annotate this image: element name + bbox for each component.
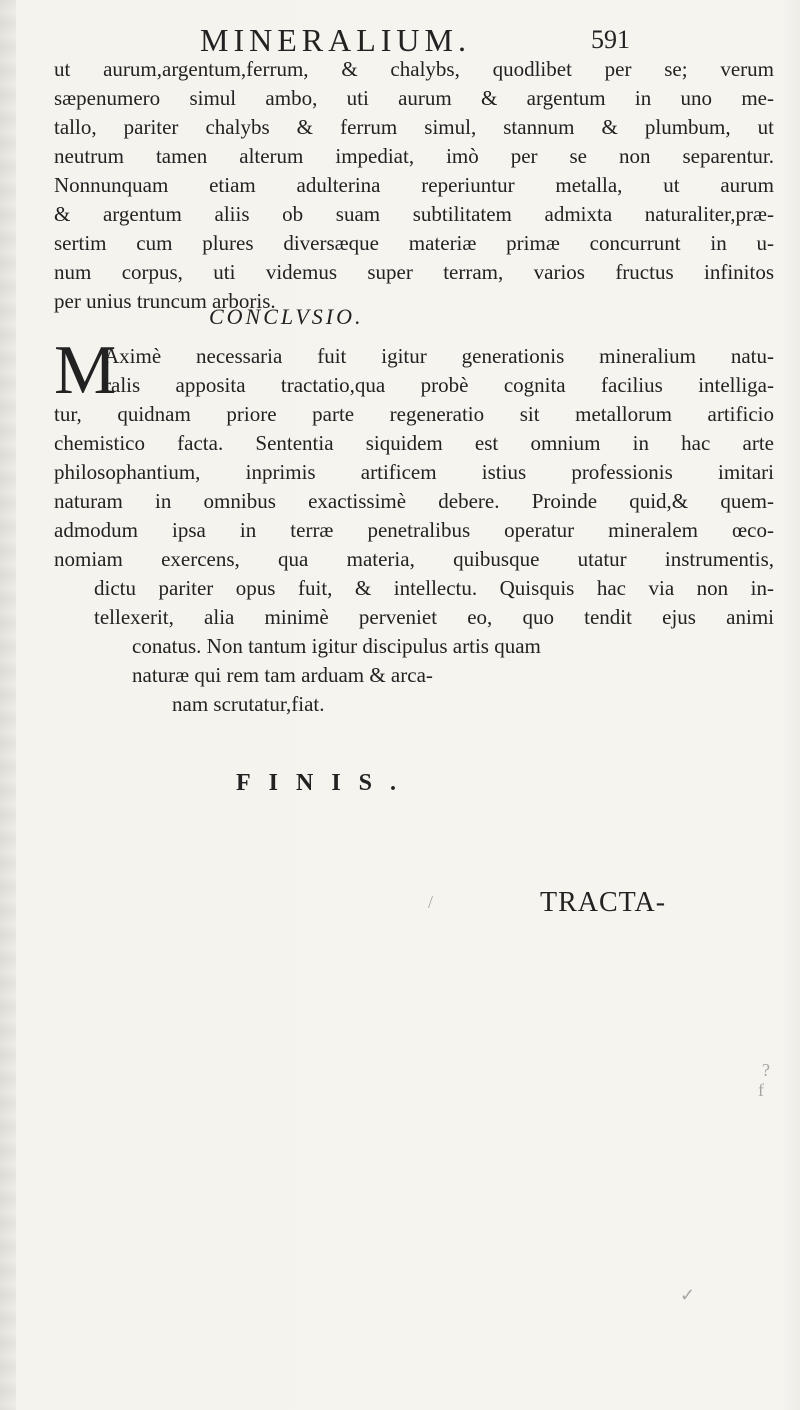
text-line: Nonnunquam etiam adulterina reperiuntur metalla, ut aurum [54,173,774,197]
text-line: dictu pariter opus fuit, & intellectu. Quisquis hac via non in- [94,576,774,600]
opening-paragraph [54,55,774,316]
stray-mark: f [758,1080,764,1100]
stray-mark: / [428,892,434,912]
section-heading: CONCLVSIO. [209,304,364,329]
text-line: admodum ipsa in terræ penetralibus operatur mineralem œco- [54,518,774,542]
text-line: conatus. Non tantum igitur discipulus artis quam [132,634,541,658]
drop-capital: M [54,332,117,409]
page-number: 591 [591,25,630,54]
text-line: tur, quidnam priore parte regeneratio sit metallorum artificio [54,402,774,426]
text-line: per unius truncum arboris. [54,289,276,313]
running-title: MINERALIUM. [200,22,471,58]
text-line: & argentum aliis ob suam subtilitatem admixta naturaliter,præ- [54,202,774,226]
page-header [200,20,630,60]
text-line: ralis apposita tractatio,qua probè cognita facilius intelliga- [104,373,774,397]
text-line: ut aurum,argentum,ferrum, & chalybs, quodlibet per se; verum [54,57,774,81]
stray-mark: ? [762,1060,770,1080]
text-line: sertim cum plures diversæque materiæ primæ concurrunt in u- [54,231,774,255]
text-line: philosophantium, inprimis artificem istius professionis imitari [54,460,774,484]
line-text: Aximè necessaria fuit igitur generationis mineralium natu- [104,344,774,368]
binding-edge [0,0,16,1410]
text-line: num corpus, uti videmus super terram, varios fructus infinitos [54,260,774,284]
finis-mark: FINIS. [236,770,415,796]
text-line: nam scrutatur,fiat. [172,692,325,716]
catchword: TRACTA- [540,887,667,918]
stray-mark: ✓ [680,1285,696,1305]
text-line: tallo, pariter chalybs & ferrum simul, stannum & plumbum, ut [54,115,774,139]
text-line: sæpenumero simul ambo, uti aurum & argentum in uno me- [54,86,774,110]
conclusion-paragraph [54,332,774,719]
text-line: chemistico facta. Sententia siquidem est omnium in hac arte [54,431,774,455]
text-line: tellexerit, alia minimè perveniet eo, quo tendit ejus animi [94,605,774,629]
text-line: naturæ qui rem tam arduam & arca- [132,663,433,687]
text-line: nomiam exercens, qua materia, quibusque utatur instrumentis, [54,547,774,571]
text-line: naturam in omnibus exactissimè debere. Proinde quid,& quem- [54,489,774,513]
text-line: neutrum tamen alterum impediat, imò per se non separentur. [54,144,774,168]
